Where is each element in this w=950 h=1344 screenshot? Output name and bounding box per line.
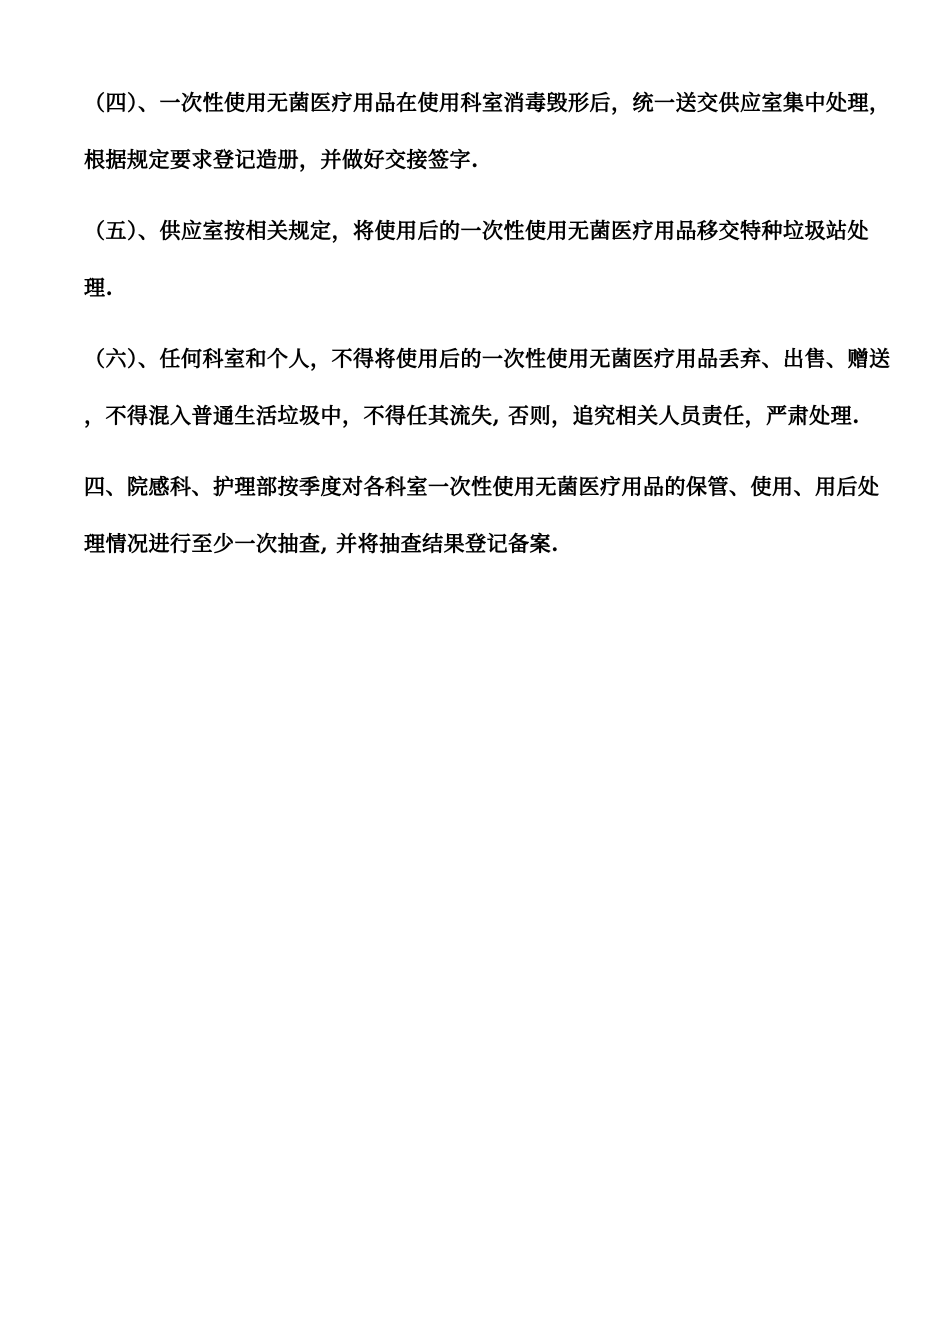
paragraph-item-5-supply-room: （五）、供应室按相关规定，将使用后的一次性使用无菌医疗用品移交特种垃圾站处理. xyxy=(84,218,869,300)
paragraph-item-6-prohibition: （六）、任何科室和个人，不得将使用后的一次性使用无菌医疗用品丢弃、出售、赠送 ，不得混入普通生活垃圾中，不得任其流失, 否则，追究相关人员责任，严肃处理. xyxy=(84,346,899,428)
paragraph-section-4-inspection: 四、院感科、护理部按季度对各科室一次性使用无菌医疗用品的保管、使用、用后处理情况进行至少一次抽查, 并将抽查结果登记备案. xyxy=(84,474,880,556)
document-body xyxy=(84,74,899,586)
paragraph-item-4-disposal: （四）、一次性使用无菌医疗用品在使用科室消毒毁形后，统一送交供应室集中处理，根据规定要求登记造册，并做好交接签字. xyxy=(84,90,891,172)
